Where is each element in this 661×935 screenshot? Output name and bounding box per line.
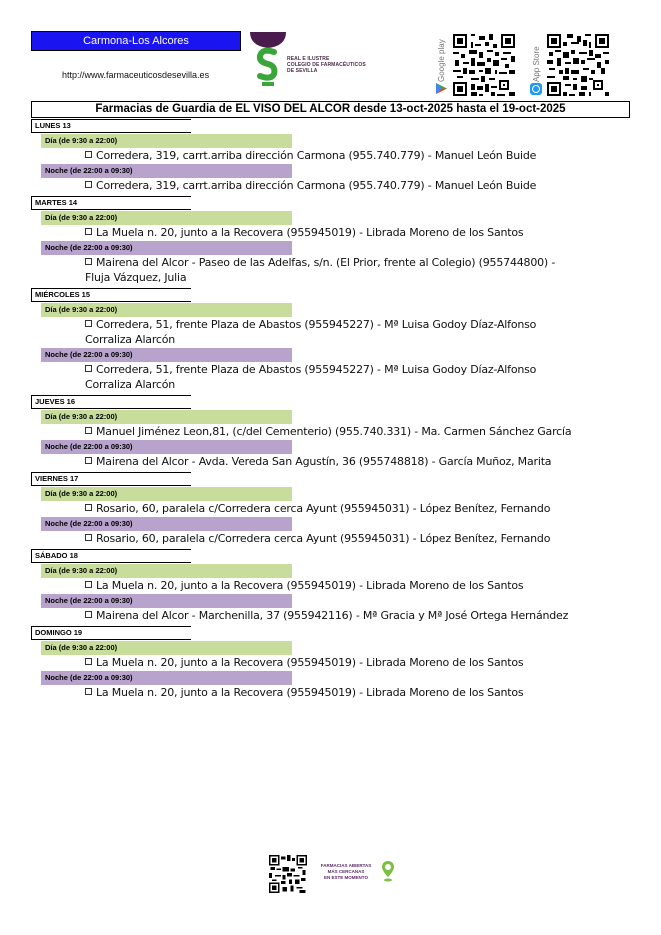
day-header: DOMINGO 19 bbox=[31, 626, 191, 640]
pharmacy-entry bbox=[31, 362, 630, 392]
checkbox-square-icon bbox=[85, 504, 92, 511]
pharmacy-line bbox=[85, 332, 605, 347]
pharmacy-line bbox=[85, 255, 605, 270]
day-shift-label: Día (de 9:30 a 22:00) bbox=[41, 641, 292, 655]
app-store-qr-icon[interactable] bbox=[545, 32, 611, 98]
pharmacy-text: Corraliza Alarcón bbox=[85, 333, 176, 346]
checkbox-square-icon bbox=[85, 658, 92, 665]
app-store-icon[interactable] bbox=[530, 83, 542, 95]
pharmacy-line bbox=[85, 454, 605, 469]
pharmacy-text: Manuel Jiménez Leon,81, (c/del Cementerio) (955.740.331) - Ma. Carmen Sánchez García bbox=[96, 425, 572, 438]
day-section bbox=[31, 626, 630, 700]
night-shift-label: Noche (de 22:00 a 09:30) bbox=[41, 164, 292, 178]
pharmacy-text: Corredera, 51, frente Plaza de Abastos (955945227) - Mª Luisa Godoy Díaz-Alfonso bbox=[96, 363, 537, 376]
pharmacy-text: La Muela n. 20, junto a la Recovera (955945019) - Librada Moreno de los Santos bbox=[96, 656, 524, 669]
pharmacy-entry bbox=[31, 255, 630, 285]
pharmacy-line bbox=[85, 578, 605, 593]
footer-caption: FARMACIAS ABIERTAS MÁS CERCANAS EN ESTE MOMENTO bbox=[320, 863, 372, 880]
day-shift-label: Día (de 9:30 a 22:00) bbox=[41, 564, 292, 578]
checkbox-square-icon bbox=[85, 534, 92, 541]
college-logo-icon bbox=[248, 30, 288, 88]
checkbox-square-icon bbox=[85, 457, 92, 464]
pharmacy-line bbox=[85, 685, 605, 700]
pharmacy-text: Rosario, 60, paralela c/Corredera cerca Ayunt (955945031) - López Benítez, Fernando bbox=[96, 502, 551, 515]
checkbox-square-icon bbox=[85, 228, 92, 235]
night-shift-label: Noche (de 22:00 a 09:30) bbox=[41, 241, 292, 255]
day-section bbox=[31, 288, 630, 392]
pharmacy-line bbox=[85, 424, 605, 439]
pharmacy-line bbox=[85, 501, 605, 516]
pharmacy-line bbox=[85, 608, 605, 623]
pharmacy-text: La Muela n. 20, junto a la Recovera (955945019) - Librada Moreno de los Santos bbox=[96, 579, 524, 592]
day-shift-label: Día (de 9:30 a 22:00) bbox=[41, 410, 292, 424]
day-shift-label: Día (de 9:30 a 22:00) bbox=[41, 211, 292, 225]
google-play-icon[interactable] bbox=[435, 82, 448, 95]
day-section bbox=[31, 549, 630, 623]
pharmacy-line bbox=[85, 178, 605, 193]
google-play-qr-icon[interactable] bbox=[451, 32, 517, 98]
day-shift-label: Día (de 9:30 a 22:00) bbox=[41, 487, 292, 501]
day-shift-label: Día (de 9:30 a 22:00) bbox=[41, 134, 292, 148]
checkbox-square-icon bbox=[85, 427, 92, 434]
pharmacy-line bbox=[85, 270, 605, 285]
schedule-title: Farmacias de Guardia de EL VISO DEL ALCOR desde 13-oct-2025 hasta el 19-oct-2025 bbox=[31, 101, 630, 118]
checkbox-square-icon bbox=[85, 181, 92, 188]
day-header: JUEVES 16 bbox=[31, 395, 191, 409]
region-label: Carmona-Los Alcores bbox=[31, 31, 241, 51]
day-shift-label: Día (de 9:30 a 22:00) bbox=[41, 303, 292, 317]
pharmacy-text: Mairena del Alcor - Avda. Vereda San Agustín, 36 (955748818) - García Muñoz, Marita bbox=[96, 455, 552, 468]
footer-qr-icon[interactable] bbox=[269, 855, 307, 893]
pharmacy-entry bbox=[31, 655, 630, 670]
pharmacy-text: Mairena del Alcor - Paseo de las Adelfas, s/n. (El Prior, frente al Colegio) (955744800) - bbox=[96, 256, 556, 269]
pharmacy-line bbox=[85, 225, 605, 240]
pharmacy-text: La Muela n. 20, junto a la Recovera (955945019) - Librada Moreno de los Santos bbox=[96, 226, 524, 239]
night-shift-label: Noche (de 22:00 a 09:30) bbox=[41, 594, 292, 608]
google-play-label: Google play bbox=[437, 39, 446, 82]
pharmacy-entry bbox=[31, 531, 630, 546]
day-section bbox=[31, 119, 630, 193]
app-store-label: App Store bbox=[532, 46, 541, 82]
night-shift-label: Noche (de 22:00 a 09:30) bbox=[41, 517, 292, 531]
pharmacy-entry bbox=[31, 424, 630, 439]
college-name: REAL E ILUSTRE COLEGIO DE FARMACÉUTICOS DE SEVILLA bbox=[287, 56, 366, 74]
pharmacy-text: Corraliza Alarcón bbox=[85, 378, 176, 391]
pharmacy-text: La Muela n. 20, junto a la Recovera (955945019) - Librada Moreno de los Santos bbox=[96, 686, 524, 699]
day-header: MARTES 14 bbox=[31, 196, 191, 210]
pharmacy-text: Rosario, 60, paralela c/Corredera cerca Ayunt (955945031) - López Benítez, Fernando bbox=[96, 532, 551, 545]
day-section bbox=[31, 196, 630, 285]
duty-schedule bbox=[31, 119, 630, 703]
checkbox-square-icon bbox=[85, 365, 92, 372]
day-section bbox=[31, 472, 630, 546]
checkbox-square-icon bbox=[85, 151, 92, 158]
pharmacy-text: Corredera, 319, carrt.arriba dirección Carmona (955.740.779) - Manuel León Buide bbox=[96, 149, 537, 162]
website-link[interactable]: http://www.farmaceuticosdesevilla.es bbox=[62, 70, 210, 80]
pharmacy-entry bbox=[31, 578, 630, 593]
pharmacy-entry bbox=[31, 501, 630, 516]
pharmacy-line bbox=[85, 362, 605, 377]
pharmacy-line bbox=[85, 317, 605, 332]
night-shift-label: Noche (de 22:00 a 09:30) bbox=[41, 348, 292, 362]
pharmacy-line bbox=[85, 148, 605, 163]
pharmacy-entry bbox=[31, 685, 630, 700]
location-pin-icon[interactable] bbox=[381, 860, 395, 882]
checkbox-square-icon bbox=[85, 581, 92, 588]
night-shift-label: Noche (de 22:00 a 09:30) bbox=[41, 671, 292, 685]
day-header: MIÉRCOLES 15 bbox=[31, 288, 191, 302]
pharmacy-text: Corredera, 319, carrt.arriba dirección Carmona (955.740.779) - Manuel León Buide bbox=[96, 179, 537, 192]
pharmacy-text: Corredera, 51, frente Plaza de Abastos (955945227) - Mª Luisa Godoy Díaz-Alfonso bbox=[96, 318, 537, 331]
pharmacy-entry bbox=[31, 317, 630, 347]
pharmacy-line bbox=[85, 531, 605, 546]
pharmacy-entry bbox=[31, 454, 630, 469]
day-header: LUNES 13 bbox=[31, 119, 191, 133]
checkbox-square-icon bbox=[85, 611, 92, 618]
pharmacy-entry bbox=[31, 225, 630, 240]
pharmacy-entry bbox=[31, 148, 630, 163]
checkbox-square-icon bbox=[85, 688, 92, 695]
checkbox-square-icon bbox=[85, 258, 92, 265]
day-header: SÁBADO 18 bbox=[31, 549, 191, 563]
pharmacy-entry bbox=[31, 608, 630, 623]
day-header: VIERNES 17 bbox=[31, 472, 191, 486]
pharmacy-text: Mairena del Alcor - Marchenilla, 37 (955942116) - Mª Gracia y Mª José Ortega Hernández bbox=[96, 609, 569, 622]
day-section bbox=[31, 395, 630, 469]
pharmacy-line bbox=[85, 655, 605, 670]
pharmacy-text: Fluja Vázquez, Julia bbox=[85, 271, 187, 284]
checkbox-square-icon bbox=[85, 320, 92, 327]
pharmacy-entry bbox=[31, 178, 630, 193]
night-shift-label: Noche (de 22:00 a 09:30) bbox=[41, 440, 292, 454]
pharmacy-line bbox=[85, 377, 605, 392]
